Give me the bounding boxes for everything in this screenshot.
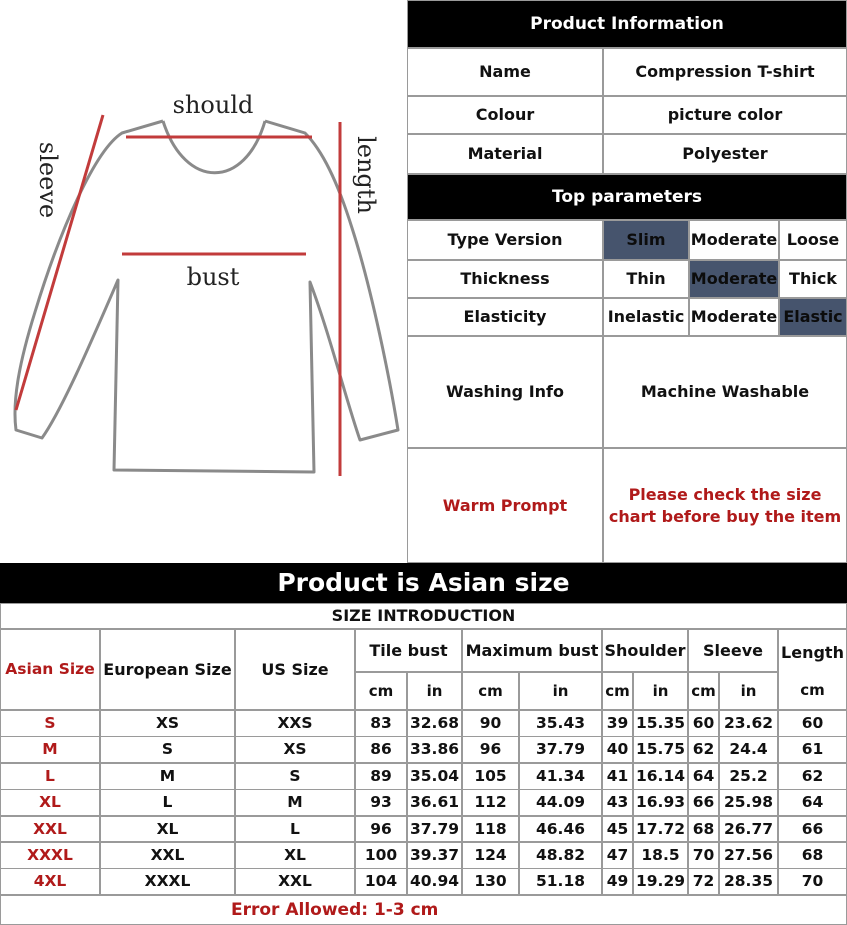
colour-label: Colour <box>407 96 603 134</box>
table-cell: 18.5 <box>633 842 688 869</box>
header-length: Length <box>778 629 847 710</box>
asian-size-cell: XXL <box>0 816 100 843</box>
table-cell: 130 <box>462 868 519 895</box>
table-cell: XL <box>100 816 235 843</box>
table-cell: 37.79 <box>519 736 602 763</box>
elasticity-option-inelastic: Inelastic <box>603 298 689 336</box>
table-cell: 28.35 <box>719 868 778 895</box>
table-cell: 118 <box>462 816 519 843</box>
unit-max-bust-in: in <box>519 672 602 710</box>
elasticity-option-elastic: Elastic <box>779 298 847 336</box>
header-tile-bust: Tile bust <box>355 629 462 672</box>
type-version-option-moderate: Moderate <box>689 220 779 260</box>
table-cell: XL <box>235 842 355 869</box>
asian-size-cell: L <box>0 763 100 790</box>
table-cell: 93 <box>355 789 407 816</box>
table-cell: 26.77 <box>719 816 778 843</box>
table-cell: 19.29 <box>633 868 688 895</box>
table-cell: 24.4 <box>719 736 778 763</box>
table-cell: 60 <box>778 710 847 737</box>
header-european-size: European Size <box>100 629 235 710</box>
table-cell: 37.79 <box>407 816 462 843</box>
material-value: Polyester <box>603 134 847 174</box>
shoulder-label: should <box>172 91 254 119</box>
table-cell: 90 <box>462 710 519 737</box>
washing-info-value: Machine Washable <box>603 336 847 448</box>
table-cell: 72 <box>688 868 719 895</box>
unit-tile-bust-in: in <box>407 672 462 710</box>
asian-size-cell: 4XL <box>0 868 100 895</box>
table-cell: 36.61 <box>407 789 462 816</box>
header-maximum-bust: Maximum bust <box>462 629 602 672</box>
elasticity-label: Elasticity <box>407 298 603 336</box>
table-cell: 39 <box>602 710 633 737</box>
table-cell: 35.04 <box>407 763 462 790</box>
table-cell: 70 <box>688 842 719 869</box>
table-cell: 83 <box>355 710 407 737</box>
table-cell: 43 <box>602 789 633 816</box>
table-cell: 17.72 <box>633 816 688 843</box>
asian-size-cell: XL <box>0 789 100 816</box>
table-cell: 41 <box>602 763 633 790</box>
table-cell: 39.37 <box>407 842 462 869</box>
table-cell: 68 <box>778 842 847 869</box>
type-version-option-loose: Loose <box>779 220 847 260</box>
asian-size-cell: S <box>0 710 100 737</box>
elasticity-option-moderate: Moderate <box>689 298 779 336</box>
table-cell: 100 <box>355 842 407 869</box>
unit-shoulder-cm: cm <box>602 672 633 710</box>
unit-tile-bust-cm: cm <box>355 672 407 710</box>
table-cell: 60 <box>688 710 719 737</box>
table-cell: 104 <box>355 868 407 895</box>
table-cell: 32.68 <box>407 710 462 737</box>
product-info-title: Product Information <box>407 0 847 48</box>
table-cell: 45 <box>602 816 633 843</box>
header-sleeve: Sleeve <box>688 629 778 672</box>
unit-shoulder-in: in <box>633 672 688 710</box>
table-cell: 49 <box>602 868 633 895</box>
table-cell: 62 <box>688 736 719 763</box>
table-cell: 66 <box>688 789 719 816</box>
warm-prompt-line-2: chart before buy the item <box>608 506 842 526</box>
thickness-label: Thickness <box>407 260 603 298</box>
table-cell: S <box>235 763 355 790</box>
table-cell: 15.75 <box>633 736 688 763</box>
table-cell: 96 <box>355 816 407 843</box>
name-value: Compression T-shirt <box>603 48 847 96</box>
table-cell: L <box>235 816 355 843</box>
thickness-option-thick: Thick <box>779 260 847 298</box>
table-cell: 64 <box>778 789 847 816</box>
table-cell: 62 <box>778 763 847 790</box>
table-cell: 124 <box>462 842 519 869</box>
table-cell: L <box>100 789 235 816</box>
table-cell: 64 <box>688 763 719 790</box>
bust-label: bust <box>186 263 240 291</box>
warm-prompt-message <box>603 448 847 563</box>
thickness-option-thin: Thin <box>603 260 689 298</box>
length-label: length <box>352 136 380 214</box>
top-parameters-title: Top parameters <box>407 174 847 220</box>
table-cell: 23.62 <box>719 710 778 737</box>
table-cell: 70 <box>778 868 847 895</box>
table-cell: 27.56 <box>719 842 778 869</box>
asian-size-cell: M <box>0 736 100 763</box>
table-cell: XXS <box>235 710 355 737</box>
table-cell: XS <box>100 710 235 737</box>
table-cell: 51.18 <box>519 868 602 895</box>
thickness-option-moderate: Moderate <box>689 260 779 298</box>
size-introduction-title: SIZE INTRODUCTION <box>0 603 847 629</box>
table-cell: 86 <box>355 736 407 763</box>
table-cell: XXXL <box>100 868 235 895</box>
table-cell: 35.43 <box>519 710 602 737</box>
table-cell: XS <box>235 736 355 763</box>
table-cell: 25.98 <box>719 789 778 816</box>
table-cell: 40 <box>602 736 633 763</box>
table-cell: 89 <box>355 763 407 790</box>
header-us-size: US Size <box>235 629 355 710</box>
unit-length-cm: cm <box>778 672 847 710</box>
table-cell: 48.82 <box>519 842 602 869</box>
table-cell: 46.46 <box>519 816 602 843</box>
unit-sleeve-in: in <box>719 672 778 710</box>
table-cell: 16.14 <box>633 763 688 790</box>
table-cell: 33.86 <box>407 736 462 763</box>
warm-prompt-label: Warm Prompt <box>407 448 603 563</box>
unit-max-bust-cm: cm <box>462 672 519 710</box>
size-table <box>0 629 847 895</box>
table-cell: 16.93 <box>633 789 688 816</box>
table-cell: 68 <box>688 816 719 843</box>
table-cell: 105 <box>462 763 519 790</box>
table-cell: 15.35 <box>633 710 688 737</box>
header-shoulder: Shoulder <box>602 629 688 672</box>
table-cell: 44.09 <box>519 789 602 816</box>
table-cell: 40.94 <box>407 868 462 895</box>
material-label: Material <box>407 134 603 174</box>
table-cell: 112 <box>462 789 519 816</box>
warm-prompt-line-1: Please check the size <box>628 484 822 504</box>
table-cell: 47 <box>602 842 633 869</box>
garment-measurement-diagram <box>0 0 407 563</box>
asian-size-cell: XXXL <box>0 842 100 869</box>
washing-info-label: Washing Info <box>407 336 603 448</box>
table-cell: 66 <box>778 816 847 843</box>
table-cell: S <box>100 736 235 763</box>
table-cell: XXL <box>235 868 355 895</box>
error-allowed-note: Error Allowed: 1-3 cm <box>0 895 847 925</box>
table-cell: M <box>235 789 355 816</box>
name-label: Name <box>407 48 603 96</box>
table-cell: M <box>100 763 235 790</box>
table-cell: 61 <box>778 736 847 763</box>
asian-size-banner: Product is Asian size <box>0 563 847 603</box>
type-version-option-slim: Slim <box>603 220 689 260</box>
unit-sleeve-cm: cm <box>688 672 719 710</box>
table-cell: 41.34 <box>519 763 602 790</box>
type-version-label: Type Version <box>407 220 603 260</box>
table-cell: 96 <box>462 736 519 763</box>
table-cell: XXL <box>100 842 235 869</box>
header-asian-size: Asian Size <box>0 629 100 710</box>
table-cell: 25.2 <box>719 763 778 790</box>
sleeve-label: sleeve <box>34 141 62 219</box>
colour-value: picture color <box>603 96 847 134</box>
